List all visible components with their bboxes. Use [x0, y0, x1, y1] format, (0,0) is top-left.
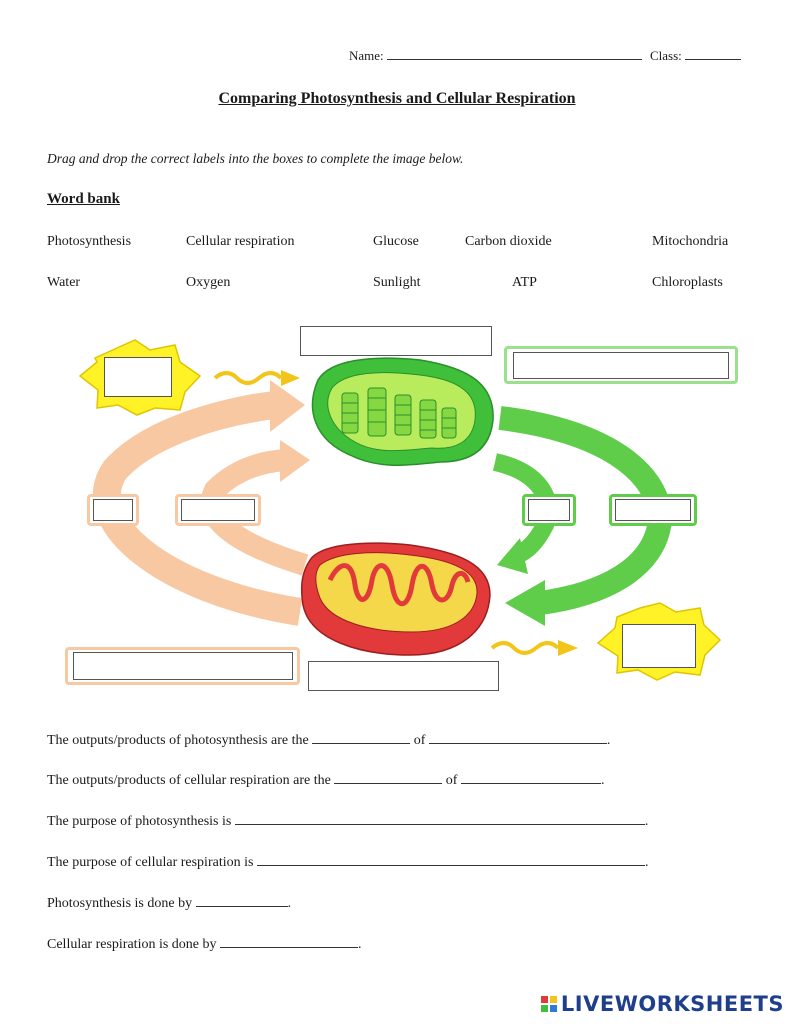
question-1 [47, 730, 610, 749]
word-chloroplasts[interactable]: Chloroplasts [652, 275, 723, 290]
drop-box-sun-left[interactable] [104, 357, 172, 397]
page-title: Comparing Photosynthesis and Cellular Respiration [218, 90, 576, 107]
question-6 [47, 934, 362, 953]
question-4-text: The purpose of cellular respiration is [47, 855, 254, 870]
word-glucose[interactable]: Glucose [373, 234, 419, 249]
word-cellular-respiration[interactable]: Cellular respiration [186, 234, 295, 249]
question-3-end: . [644, 814, 649, 829]
word-atp[interactable]: ATP [512, 275, 537, 290]
question-3-text: The purpose of photosynthesis is [47, 814, 232, 829]
word-oxygen[interactable]: Oxygen [186, 275, 231, 290]
answer-blank[interactable] [257, 852, 645, 866]
drop-box-bottom-center[interactable] [308, 661, 499, 691]
question-5 [47, 893, 291, 912]
answer-blank[interactable] [312, 730, 410, 744]
logo-text: LIVEWORKSHEETS [560, 992, 784, 1016]
word-carbon-dioxide[interactable]: Carbon dioxide [465, 234, 552, 249]
mitochondrion-icon [302, 543, 490, 655]
question-2-end: . [600, 773, 605, 788]
word-photosynthesis[interactable]: Photosynthesis [47, 234, 132, 249]
answer-blank[interactable] [235, 811, 645, 825]
chloroplast-icon [313, 358, 494, 465]
class-label: Class: [650, 48, 682, 63]
answer-blank[interactable] [429, 730, 607, 744]
drop-box-top-right[interactable] [513, 352, 729, 379]
question-5-text: Photosynthesis is done by [47, 896, 193, 911]
drop-box-right-outer[interactable] [615, 499, 691, 521]
drop-box-right-inner[interactable] [528, 499, 570, 521]
word-water[interactable]: Water [47, 275, 81, 290]
answer-blank[interactable] [461, 770, 601, 784]
drop-box-top-center[interactable] [300, 326, 492, 356]
question-2-text: The outputs/products of cellular respiration are the [47, 773, 331, 788]
liveworksheets-logo [541, 992, 784, 1016]
drop-box-sun-right[interactable] [622, 624, 696, 668]
answer-blank[interactable] [334, 770, 442, 784]
question-1-of: of [413, 733, 426, 748]
answer-blank[interactable] [220, 934, 358, 948]
liveworksheets-logo-icon [541, 996, 557, 1012]
question-2-of: of [445, 773, 458, 788]
wavy-arrow-bottom [492, 640, 578, 656]
word-sunlight[interactable]: Sunlight [373, 275, 421, 290]
word-bank-title: Word bank [47, 191, 120, 207]
answer-blank[interactable] [196, 893, 288, 907]
question-1-text: The outputs/products of photosynthesis are the [47, 733, 309, 748]
question-4 [47, 852, 648, 871]
question-3 [47, 811, 648, 830]
instructions: Drag and drop the correct labels into the boxes to complete the image below. [47, 151, 464, 166]
question-5-end: . [287, 896, 292, 911]
drop-box-left-outer[interactable] [93, 499, 133, 521]
question-6-text: Cellular respiration is done by [47, 937, 217, 952]
drop-box-bottom-left[interactable] [73, 652, 293, 680]
name-label: Name: [349, 48, 384, 63]
word-mitochondria[interactable]: Mitochondria [652, 234, 729, 249]
question-6-end: . [358, 937, 362, 952]
wavy-arrow-top [215, 370, 300, 386]
question-4-end: . [644, 855, 649, 870]
question-2 [47, 770, 604, 789]
question-1-end: . [606, 733, 611, 748]
drop-box-left-inner[interactable] [181, 499, 255, 521]
